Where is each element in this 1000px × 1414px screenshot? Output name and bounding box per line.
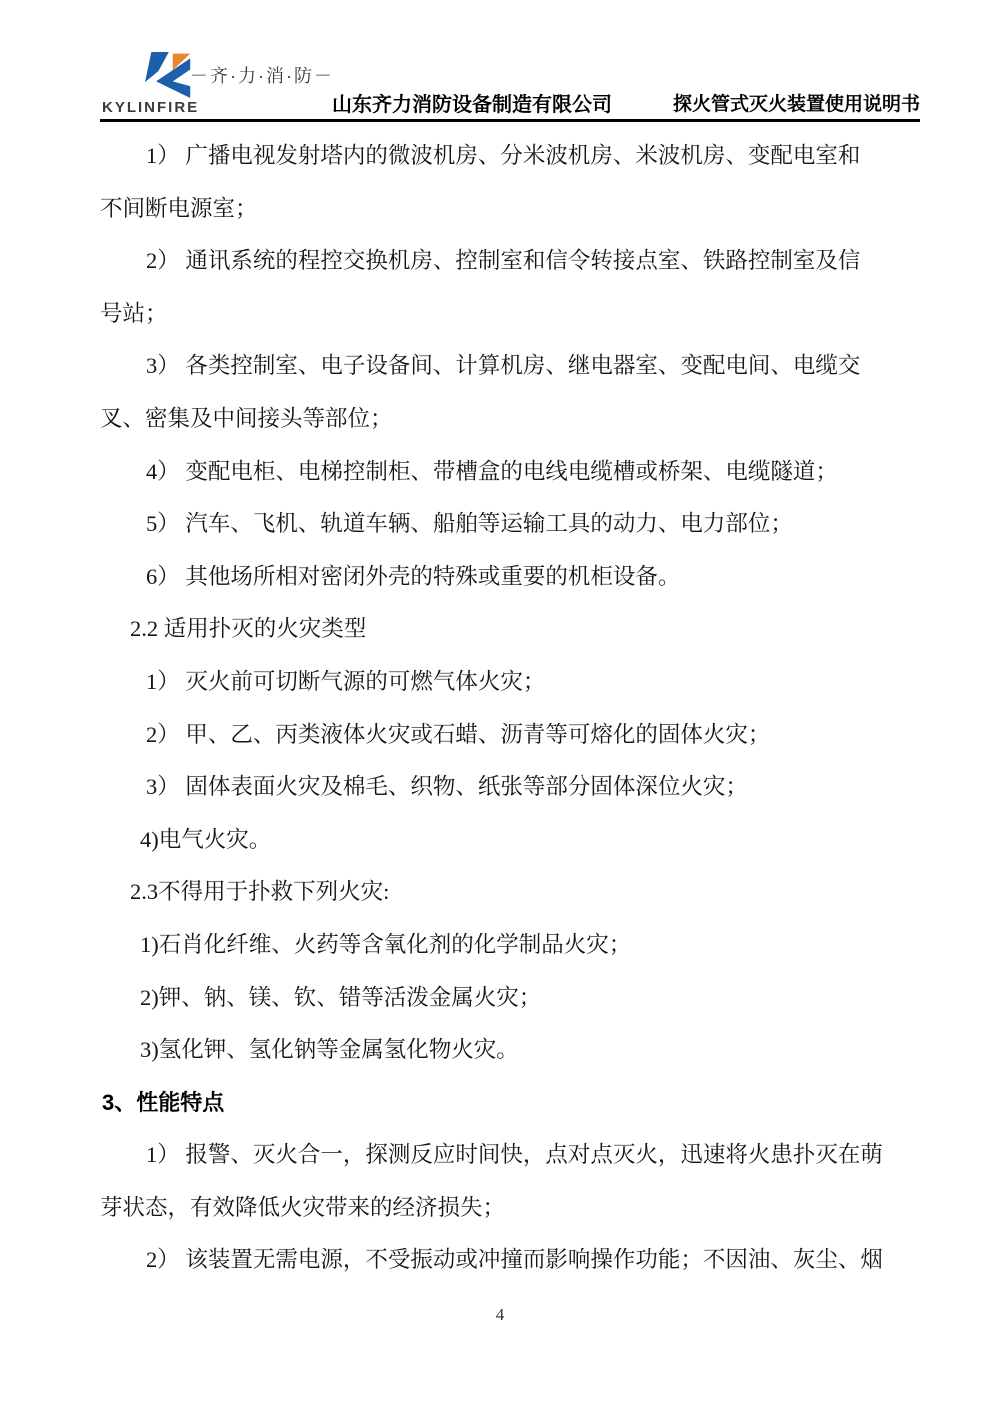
body-line: 芽状态，有效降低火灾带来的经济损失；: [100, 1194, 506, 1220]
logo-tagline: －齐·力·消·防－: [190, 66, 334, 86]
section-heading: 3、性能特点: [102, 1089, 225, 1115]
body-line: 2） 该装置无需电源，不受振动或冲撞而影响操作功能；不因油、灰尘、烟: [146, 1247, 883, 1273]
body-line: 2） 通讯系统的程控交换机房、控制室和信令转接点室、铁路控制室及信: [146, 248, 861, 274]
body-line: 叉、密集及中间接头等部位；: [100, 405, 393, 431]
body-line: 3） 固体表面火灾及棉毛、织物、纸张等部分固体深位火灾；: [146, 774, 748, 800]
body-line: 6） 其他场所相对密闭外壳的特殊或重要的机柜设备。: [146, 563, 681, 589]
body-line: 3） 各类控制室、电子设备间、计算机房、继电器室、变配电间、电缆交: [146, 353, 861, 379]
logo-wordmark: KYLINFIRE: [102, 99, 200, 116]
body-line: 5） 汽车、飞机、轨道车辆、船舶等运输工具的动力、电力部位；: [146, 511, 793, 537]
body-line: 1） 广播电视发射塔内的微波机房、分米波机房、米波机房、变配电室和: [146, 143, 861, 168]
body-text: [100, 130, 920, 1287]
body-line: 1)石肖化纤维、火药等含氧化剂的化学制品火灾；: [140, 931, 632, 957]
body-line: 2.2 适用扑灭的火灾类型: [130, 616, 367, 642]
body-line: 不间断电源室；: [100, 195, 258, 221]
body-line: 号站；: [100, 300, 168, 326]
body-line: 2） 甲、乙、丙类液体火灾或石蜡、沥青等可熔化的固体火灾；: [146, 721, 771, 747]
body-line: 3)氢化钾、氢化钠等金属氢化物火灾。: [140, 1037, 519, 1063]
document-title: 探火管式灭火装置使用说明书: [672, 94, 920, 115]
kylinfire-logo-icon: [140, 52, 196, 98]
page-header: [100, 0, 920, 122]
body-line: 4)电气火灾。: [140, 826, 272, 852]
page-number: 4: [495, 1305, 505, 1324]
body-line: 4） 变配电柜、电梯控制柜、带槽盒的电线电缆槽或桥架、电缆隧道；: [146, 458, 838, 484]
body-line: 2)钾、钠、镁、钦、错等活泼金属火灾；: [140, 984, 542, 1010]
company-name: 山东齐力消防设备制造有限公司: [332, 94, 612, 116]
body-line: 2.3不得用于扑救下列火灾:: [130, 879, 390, 905]
body-line: 1） 报警、灭火合一，探测反应时间快，点对点灭火，迅速将火患扑灭在萌: [146, 1142, 883, 1168]
body-line: 1） 灭火前可切断气源的可燃气体火灾；: [146, 668, 546, 694]
